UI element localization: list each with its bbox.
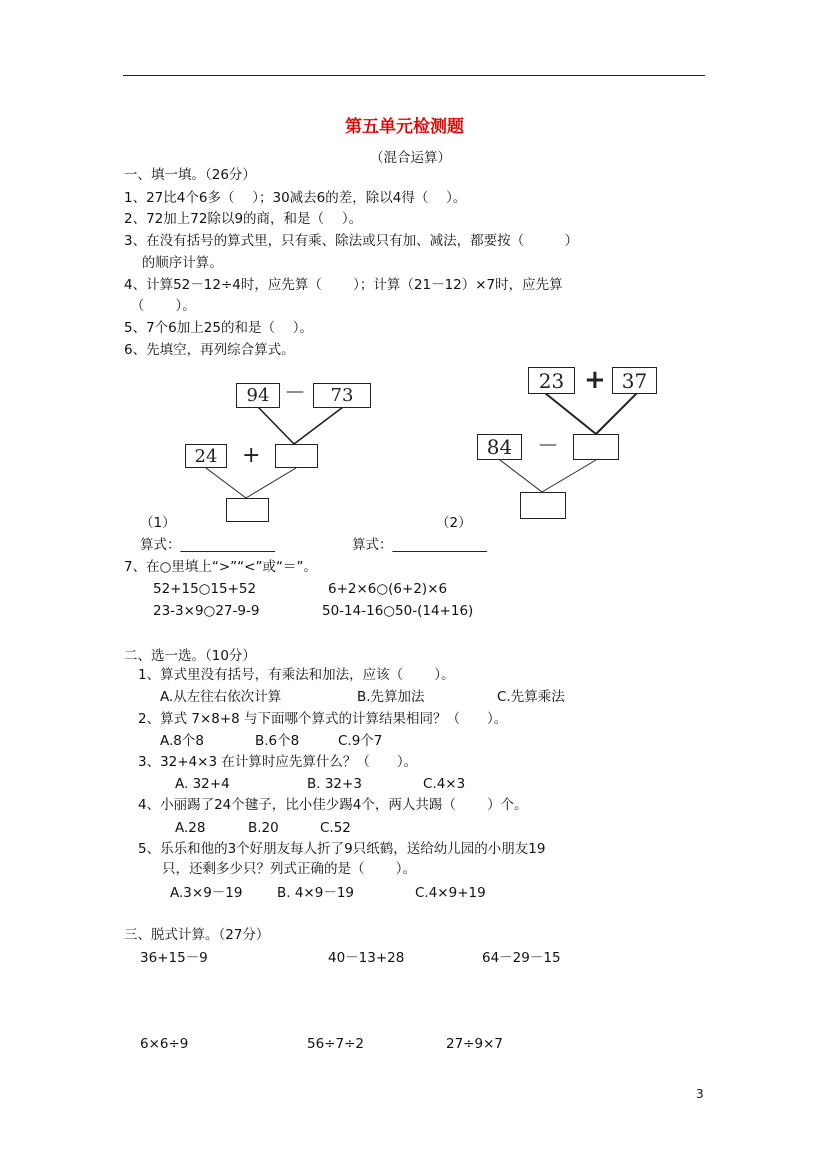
diagram1-label: （1） <box>140 515 176 531</box>
compare-2[interactable]: 6+2×6○(6+2)×6 <box>328 581 448 597</box>
diagram2-op-minus: － <box>537 434 560 459</box>
diagram2-op-plus: + <box>584 365 606 395</box>
s2-q3-opt-b[interactable]: B. 32+3 <box>307 776 362 792</box>
s1-line-6: 6、先填空，再列综合算式。 <box>124 342 295 358</box>
diagram1-result-box[interactable] <box>226 498 269 522</box>
s2-q5-opt-a[interactable]: A.3×9－19 <box>170 885 243 901</box>
diagram1-answer-box[interactable] <box>275 444 318 468</box>
s1-line-2: 2、72加上72除以9的商，和是（ ）。 <box>124 211 363 227</box>
s1-line-3: 3、在没有括号的算式里，只有乘、除法或只有加、减法，都要按（ ） <box>124 233 579 249</box>
s2-q5-opt-b[interactable]: B. 4×9－19 <box>277 885 355 901</box>
diagram2-box-a: 23 <box>528 367 575 394</box>
s2-q1-opt-a[interactable]: A.从左往右依次计算 <box>160 689 282 705</box>
section3-heading: 三、脱式计算。（27分） <box>124 927 270 943</box>
diagram1-op-plus: + <box>242 443 261 468</box>
formula2-field[interactable]: 算式：______________ <box>352 537 487 553</box>
s2-q1: 1、算式里没有括号，有乘法和加法，应该（ ）。 <box>138 667 455 683</box>
diagram1-box-b: 73 <box>313 383 371 408</box>
s2-q2-opt-b[interactable]: B.6个8 <box>255 733 300 749</box>
s2-q3: 3、32+4×3 在计算时应先算什么？（ ）。 <box>138 754 418 770</box>
diagram2-box-b: 37 <box>612 367 657 394</box>
s2-q4: 4、小丽踢了24个毽子，比小佳少踢4个，两人共踢（ ）个。 <box>138 797 528 813</box>
section2-heading: 二、选一选。（10分） <box>124 648 256 664</box>
compare-4[interactable]: 50-14-16○50-(14+16) <box>322 603 474 619</box>
diagram2-answer-box[interactable] <box>573 434 619 460</box>
calc-3: 64－29－15 <box>482 950 561 966</box>
s1-line-3b: 的顺序计算。 <box>124 255 223 271</box>
s2-q2-opt-c[interactable]: C.9个7 <box>338 733 383 749</box>
calc-2: 40－13+28 <box>328 950 405 966</box>
diagram2-result-box[interactable] <box>520 492 566 519</box>
diagram2-label: （2） <box>436 515 472 531</box>
section1-heading: 一、填一填。（26分） <box>124 167 256 183</box>
s2-q4-opt-c[interactable]: C.52 <box>320 820 351 836</box>
s2-q4-opt-a[interactable]: A.28 <box>175 820 206 836</box>
s1-line-4b: （ ）。 <box>124 298 196 314</box>
s2-q3-opt-a[interactable]: A. 32+4 <box>175 776 230 792</box>
s2-q5-line2: 只，还剩多少只？列式正确的是（ ）。 <box>162 861 417 877</box>
diagram1-box-c: 24 <box>185 444 227 468</box>
s1-line-4: 4、计算52－12÷4时，应先算（ ）；计算（21－12）×7时，应先算 <box>124 277 563 293</box>
diagram2-box-c: 84 <box>477 434 522 460</box>
page-title: 第五单元检测题 <box>345 117 464 137</box>
page-subtitle: （混合运算） <box>370 150 451 166</box>
s2-q1-opt-b[interactable]: B.先算加法 <box>357 689 425 705</box>
compare-3[interactable]: 23-3×9○27-9-9 <box>153 603 260 619</box>
page-number: 3 <box>696 1087 704 1101</box>
formula1-field[interactable]: 算式：______________ <box>140 537 275 553</box>
s2-q4-opt-b[interactable]: B.20 <box>248 820 279 836</box>
s2-q2-opt-a[interactable]: A.8个8 <box>160 733 204 749</box>
calc-6: 27÷9×7 <box>446 1036 503 1052</box>
s2-q3-opt-c[interactable]: C.4×3 <box>423 776 466 792</box>
s2-q1-opt-c[interactable]: C.先算乘法 <box>497 689 565 705</box>
s1-q7: 7、在○里填上“>”“<”或“＝”。 <box>124 559 317 575</box>
diagram1-box-a: 94 <box>236 383 280 408</box>
s2-q2: 2、算式 7×8+8 与下面哪个算式的计算结果相同？（ ）。 <box>138 711 508 727</box>
calc-1: 36+15－9 <box>140 950 208 966</box>
s2-q5-line1: 5、乐乐和他的3个好朋友每人折了9只纸鹤，送给幼儿园的小朋友19 <box>138 841 546 857</box>
s1-line-5: 5、7个6加上25的和是（ ）。 <box>124 320 313 336</box>
s2-q5-opt-c[interactable]: C.4×9+19 <box>415 885 486 901</box>
s1-line-1: 1、27比4个6多（ ）；30减去6的差，除以4得（ ）。 <box>124 190 467 206</box>
calc-5: 56÷7÷2 <box>307 1036 364 1052</box>
calc-4: 6×6÷9 <box>140 1036 189 1052</box>
diagram1-op-minus: － <box>284 381 307 406</box>
compare-1[interactable]: 52+15○15+52 <box>153 581 257 597</box>
